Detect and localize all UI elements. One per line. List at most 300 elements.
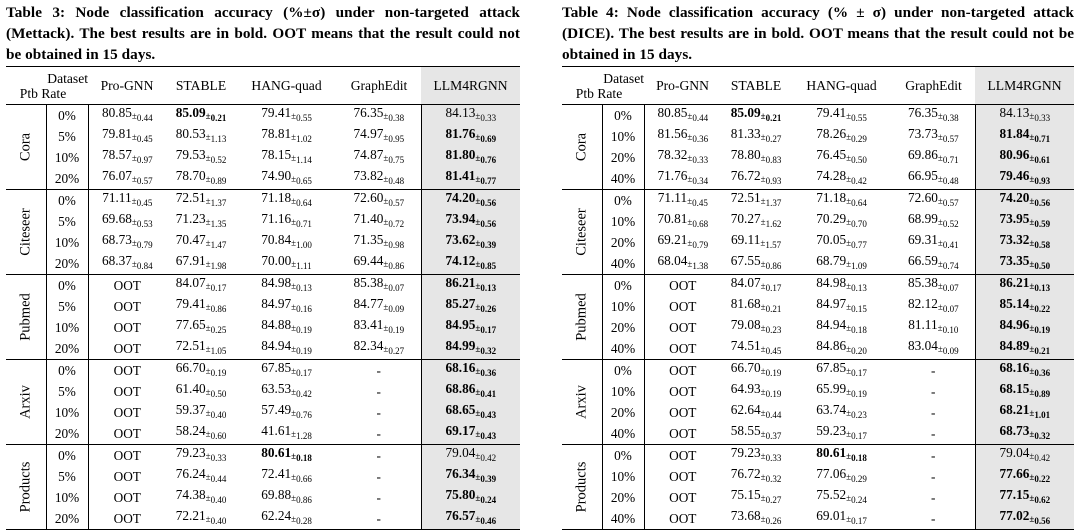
std-wrapper: ±0.45 (687, 196, 708, 208)
std-wrapper: ±0.19 (205, 366, 227, 378)
result-std: 0.36 (1034, 368, 1051, 378)
result-value: - (376, 511, 381, 526)
result-cell (421, 147, 520, 168)
result-value: $68.73_{\pm_{0.79}}$ (101, 232, 153, 250)
result-value: $72.51_{\pm_{1.05}}$ (175, 338, 227, 356)
std-wrapper: ±0.33 (475, 111, 497, 123)
std-wrapper: ±0.66 (291, 472, 312, 484)
result-std: 0.64 (851, 198, 867, 208)
result-cell (166, 508, 236, 530)
result-cell (421, 126, 520, 147)
result-value: $79.46_{\pm_{0.93}}$ (999, 168, 1051, 186)
ptb-rate-cell: 20% (602, 232, 644, 253)
result-cell (421, 296, 520, 317)
result-cell (166, 466, 236, 487)
dataset-label: Arxiv (17, 385, 34, 419)
result-std: 0.18 (296, 453, 312, 463)
std-wrapper: ±0.42 (291, 387, 312, 399)
result-cell (421, 275, 520, 297)
column-header: Pro-GNN (656, 77, 709, 93)
table-row (562, 168, 1074, 190)
result-cell (236, 381, 337, 402)
std-wrapper: ±0.70 (846, 217, 867, 229)
result-value: $85.09_{\pm_{0.21}}$ (175, 105, 227, 123)
result-cell (421, 487, 520, 508)
result-std: 0.13 (851, 283, 867, 293)
result-cell (236, 232, 337, 253)
table-row (562, 147, 1074, 168)
result-value: $68.16_{\pm_{0.36}}$ (445, 360, 497, 378)
ptb-rate-cell: 0% (602, 445, 644, 467)
result-cell (791, 402, 892, 423)
column-header: HANG-quad (806, 77, 877, 93)
result-std: 0.70 (851, 219, 867, 229)
std-wrapper: ±0.65 (291, 174, 312, 186)
result-cell (88, 423, 166, 445)
result-std: 0.79 (692, 240, 709, 250)
result-cell (975, 190, 1074, 212)
result-std: 0.17 (851, 516, 867, 526)
result-value: $69.86_{\pm_{0.71}}$ (907, 147, 959, 165)
ptb-rate-cell: 20% (46, 508, 88, 530)
ptb-rate-cell: 5% (46, 211, 88, 232)
ptb-rate-cell: 40% (602, 508, 644, 530)
result-value: $67.85_{\pm_{0.17}}$ (816, 360, 867, 378)
result-value: $85.27_{\pm_{0.26}}$ (445, 296, 497, 314)
std-wrapper: ±0.40 (205, 493, 227, 505)
result-cell (421, 211, 520, 232)
result-value: $79.04_{\pm_{0.42}}$ (445, 445, 497, 463)
ptb-rate-cell: 10% (46, 232, 88, 253)
result-std: 0.40 (210, 410, 227, 420)
result-value: $81.41_{\pm_{0.77}}$ (445, 168, 497, 186)
result-value: $84.97_{\pm_{0.16}}$ (261, 296, 312, 314)
result-value: $79.41_{\pm_{0.55}}$ (816, 105, 867, 123)
result-cell (337, 211, 421, 232)
dataset-label: Cora (17, 132, 34, 162)
result-cell (791, 296, 892, 317)
std-wrapper: ±0.71 (1029, 132, 1051, 144)
result-std: 0.41 (942, 240, 959, 250)
ptb-rate-cell: 5% (46, 381, 88, 402)
result-std: 0.19 (765, 368, 782, 378)
result-cell (644, 423, 721, 445)
std-wrapper: ±0.60 (205, 429, 227, 441)
ptb-rate-cell: 5% (46, 126, 88, 147)
result-value: $74.20_{\pm_{0.56}}$ (999, 190, 1051, 208)
result-cell (236, 275, 337, 297)
result-cell (791, 338, 892, 360)
result-cell (421, 402, 520, 423)
std-wrapper: ±0.36 (687, 132, 709, 144)
header-corner (6, 67, 88, 105)
std-wrapper: ±0.18 (846, 451, 867, 463)
ptb-rate-cell: 40% (602, 168, 644, 190)
result-value: $84.86_{\pm_{0.20}}$ (816, 338, 867, 356)
result-cell (975, 381, 1074, 402)
result-std: 0.19 (1034, 325, 1051, 335)
std-wrapper: ±0.26 (760, 514, 782, 526)
result-std: 1.05 (210, 346, 227, 356)
std-wrapper: ±0.42 (1029, 451, 1051, 463)
ptb-rate-cell: 20% (602, 147, 644, 168)
result-value: $84.89_{\pm_{0.21}}$ (999, 338, 1051, 356)
result-std: 0.89 (1034, 389, 1051, 399)
result-cell (236, 147, 337, 168)
std-wrapper: ±0.07 (383, 281, 405, 293)
std-wrapper: ±0.45 (131, 196, 153, 208)
result-value: $83.04_{\pm_{0.09}}$ (907, 338, 959, 356)
std-wrapper: ±0.50 (1029, 259, 1051, 271)
result-value: $84.07_{\pm_{0.17}}$ (730, 275, 782, 293)
result-value: $66.70_{\pm_{0.19}}$ (730, 360, 782, 378)
result-cell (892, 487, 975, 508)
result-cell (975, 317, 1074, 338)
ptb-rate-cell: 0% (46, 190, 88, 212)
table-row (6, 317, 520, 338)
result-value: $80.96_{\pm_{0.61}}$ (999, 147, 1051, 165)
header-ptb-rate: Ptb Rate (19, 85, 67, 101)
result-cell (421, 338, 520, 360)
result-value: - (931, 384, 936, 399)
result-std: 0.77 (480, 176, 497, 186)
std-wrapper: ±0.10 (937, 323, 959, 335)
result-value: $73.82_{\pm_{0.48}}$ (353, 168, 405, 186)
result-value: $74.51_{\pm_{0.45}}$ (730, 338, 782, 356)
result-value: $70.47_{\pm_{1.47}}$ (175, 232, 227, 250)
result-cell (721, 338, 791, 360)
dataset-label: Pubmed (17, 293, 34, 341)
result-cell (421, 466, 520, 487)
std-wrapper: ±0.48 (937, 174, 959, 186)
result-cell (644, 508, 721, 530)
result-std: 0.45 (136, 134, 153, 144)
result-cell (337, 190, 421, 212)
result-std: 0.32 (480, 346, 497, 356)
result-std: 0.09 (942, 346, 959, 356)
std-wrapper: ±0.41 (937, 238, 959, 250)
dataset-label: Products (17, 461, 34, 513)
result-cell (644, 253, 721, 275)
table-caption: Table 4: Node classification accuracy (% ± σ) under non-targeted attack (DICE). The best results are in bold. OOT means that the result could not be obtained in 15 days. (562, 4, 1074, 63)
std-wrapper: ±0.43 (475, 408, 497, 420)
result-value: OOT (113, 511, 141, 526)
result-value: - (931, 469, 936, 484)
result-cell (337, 360, 421, 382)
column-header: GraphEdit (905, 77, 962, 93)
std-wrapper: ±0.55 (291, 111, 312, 123)
result-value: $78.70_{\pm_{0.89}}$ (175, 168, 227, 186)
std-wrapper: ±0.16 (291, 302, 312, 314)
result-cell (721, 168, 791, 190)
result-cell (166, 402, 236, 423)
result-std: 0.83 (765, 155, 782, 165)
result-std: 1.47 (210, 240, 227, 250)
result-cell (337, 168, 421, 190)
table-row (562, 360, 1074, 382)
result-value: $68.16_{\pm_{0.36}}$ (999, 360, 1051, 378)
column-header: STABLE (730, 77, 782, 93)
std-wrapper: ±0.21 (760, 111, 782, 123)
result-cell (88, 126, 166, 147)
result-cell (644, 232, 721, 253)
result-cell (337, 296, 421, 317)
result-std: 0.61 (1034, 155, 1051, 165)
std-wrapper: ±0.97 (131, 153, 153, 165)
result-cell (166, 296, 236, 317)
ptb-rate-cell: 40% (602, 423, 644, 445)
std-wrapper: ±0.19 (846, 387, 867, 399)
result-value: $82.34_{\pm_{0.27}}$ (353, 338, 405, 356)
dataset-label: Cora (573, 132, 590, 162)
result-cell (892, 402, 975, 423)
std-wrapper: ±0.17 (760, 281, 782, 293)
std-wrapper: ±0.79 (131, 238, 153, 250)
result-value: OOT (113, 469, 141, 484)
result-value: $81.56_{\pm_{0.36}}$ (657, 126, 709, 144)
table-row (562, 423, 1074, 445)
result-cell (236, 317, 337, 338)
dataset-cell (6, 445, 46, 530)
result-cell (892, 360, 975, 382)
result-value: $77.02_{\pm_{0.56}}$ (999, 508, 1051, 526)
result-cell (166, 105, 236, 127)
result-std: 0.59 (1034, 219, 1051, 229)
result-cell (791, 253, 892, 275)
result-cell (88, 317, 166, 338)
result-value: $84.77_{\pm_{0.09}}$ (353, 296, 405, 314)
table-row (562, 253, 1074, 275)
result-cell (791, 211, 892, 232)
result-cell (644, 168, 721, 190)
result-std: 0.45 (136, 198, 153, 208)
dataset-label: Citeseer (573, 208, 590, 256)
result-value: $71.18_{\pm_{0.64}}$ (261, 190, 312, 208)
std-wrapper: ±0.29 (846, 472, 867, 484)
result-std: 0.22 (1034, 304, 1051, 314)
result-cell (421, 168, 520, 190)
result-std: 0.56 (1034, 198, 1051, 208)
result-value: $81.11_{\pm_{0.10}}$ (908, 317, 959, 335)
result-value: $65.99_{\pm_{0.19}}$ (816, 381, 867, 399)
std-wrapper: ±0.24 (846, 493, 867, 505)
result-cell (421, 381, 520, 402)
result-cell (721, 466, 791, 487)
result-value: $75.52_{\pm_{0.24}}$ (816, 487, 867, 505)
result-std: 0.21 (1034, 346, 1051, 356)
std-wrapper: ±0.86 (291, 493, 312, 505)
result-cell (791, 423, 892, 445)
result-std: 0.19 (851, 389, 867, 399)
std-wrapper: ±0.95 (383, 132, 405, 144)
result-cell (975, 105, 1074, 127)
ptb-rate-cell: 10% (602, 381, 644, 402)
std-wrapper: ±1.57 (760, 238, 782, 250)
result-std: 0.55 (296, 113, 312, 123)
result-cell (88, 211, 166, 232)
result-value: OOT (113, 299, 141, 314)
result-std: 1.37 (210, 198, 227, 208)
result-value: $69.11_{\pm_{1.57}}$ (730, 232, 782, 250)
result-std: 0.27 (388, 346, 405, 356)
result-value: $67.91_{\pm_{1.98}}$ (175, 253, 227, 271)
std-wrapper: ±0.76 (291, 408, 312, 420)
result-cell (721, 105, 791, 127)
result-value: OOT (669, 341, 697, 356)
std-wrapper: ±0.23 (846, 408, 867, 420)
result-value: $76.07_{\pm_{0.57}}$ (101, 168, 153, 186)
ptb-rate-cell: 10% (602, 296, 644, 317)
result-std: 0.57 (136, 176, 153, 186)
result-value: $85.09_{\pm_{0.21}}$ (730, 105, 782, 123)
result-cell (644, 105, 721, 127)
table-row (6, 190, 520, 212)
std-wrapper: ±0.07 (937, 302, 959, 314)
result-std: 0.21 (210, 113, 227, 123)
result-cell (892, 253, 975, 275)
result-value: $73.95_{\pm_{0.59}}$ (999, 211, 1051, 229)
result-std: 0.44 (692, 113, 709, 123)
result-std: 0.13 (480, 283, 497, 293)
result-value: - (376, 448, 381, 463)
result-std: 0.33 (210, 453, 227, 463)
result-std: 1.14 (296, 155, 312, 165)
result-cell (892, 211, 975, 232)
result-value: $81.33_{\pm_{0.27}}$ (730, 126, 782, 144)
ptb-rate-cell: 0% (602, 190, 644, 212)
std-wrapper: ±1.09 (846, 259, 867, 271)
result-value: $73.94_{\pm_{0.56}}$ (445, 211, 497, 229)
result-std: 1.00 (296, 240, 312, 250)
result-value: OOT (113, 363, 141, 378)
result-value: - (931, 490, 936, 505)
table-caption: Table 3: Node classification accuracy (%±σ) under non-targeted attack (Mettack). The best results are in bold. OOT means that the result could not be obtained in 15 days. (6, 4, 520, 63)
std-wrapper: ±0.22 (1029, 472, 1051, 484)
ptb-rate-cell: 5% (46, 466, 88, 487)
result-value: $69.21_{\pm_{0.79}}$ (657, 232, 709, 250)
std-wrapper: ±0.17 (291, 366, 312, 378)
std-wrapper: ±0.58 (1029, 238, 1051, 250)
result-std: 0.55 (851, 113, 867, 123)
result-cell (166, 487, 236, 508)
result-std: 0.44 (210, 474, 227, 484)
result-value: $66.59_{\pm_{0.74}}$ (907, 253, 959, 271)
result-std: 0.17 (851, 368, 867, 378)
result-value: $69.88_{\pm_{0.86}}$ (261, 487, 312, 505)
std-wrapper: ±0.72 (383, 217, 405, 229)
result-cell (721, 423, 791, 445)
result-std: 0.18 (851, 453, 867, 463)
std-wrapper: ±0.56 (1029, 514, 1051, 526)
table-row (562, 381, 1074, 402)
result-value: $68.73_{\pm_{0.32}}$ (999, 423, 1051, 441)
result-value: $72.21_{\pm_{0.40}}$ (175, 508, 227, 526)
result-cell (975, 360, 1074, 382)
result-cell (791, 190, 892, 212)
result-value: - (376, 363, 381, 378)
result-cell (421, 190, 520, 212)
std-wrapper: ±0.77 (475, 174, 497, 186)
result-cell (975, 466, 1074, 487)
result-cell (892, 168, 975, 190)
std-wrapper: ±0.13 (475, 281, 497, 293)
std-wrapper: ±0.33 (205, 451, 227, 463)
header-ptb-rate: Ptb Rate (575, 85, 623, 101)
result-std: 0.18 (851, 325, 867, 335)
result-cell (236, 423, 337, 445)
result-value: $74.97_{\pm_{0.95}}$ (353, 126, 405, 144)
result-value: OOT (113, 341, 141, 356)
result-std: 1.37 (765, 198, 782, 208)
result-value: OOT (113, 490, 141, 505)
result-cell (421, 253, 520, 275)
result-std: 0.43 (480, 431, 497, 441)
result-cell (421, 317, 520, 338)
result-std: 0.07 (942, 283, 959, 293)
std-wrapper: ±0.62 (1029, 493, 1051, 505)
result-std: 0.33 (692, 155, 709, 165)
std-wrapper: ±0.71 (291, 217, 312, 229)
result-value: $73.73_{\pm_{0.57}}$ (907, 126, 959, 144)
result-value: $41.61_{\pm_{1.28}}$ (261, 423, 312, 441)
result-value: $81.80_{\pm_{0.76}}$ (445, 147, 497, 165)
column-header: STABLE (175, 77, 227, 93)
result-std: 0.53 (136, 219, 153, 229)
result-value: $81.76_{\pm_{0.69}}$ (445, 126, 497, 144)
std-wrapper: ±0.56 (1029, 196, 1051, 208)
std-wrapper: ±1.14 (291, 153, 312, 165)
result-cell (975, 275, 1074, 297)
result-cell (236, 296, 337, 317)
result-std: 0.24 (851, 495, 867, 505)
result-value: - (376, 490, 381, 505)
table-row (562, 211, 1074, 232)
std-wrapper: ±0.69 (475, 132, 497, 144)
result-std: 0.89 (210, 176, 227, 186)
result-std: 0.57 (388, 198, 405, 208)
result-cell (644, 338, 721, 360)
result-cell (236, 466, 337, 487)
result-value: $72.60_{\pm_{0.57}}$ (907, 190, 959, 208)
result-cell (166, 445, 236, 467)
result-std: 0.40 (210, 495, 227, 505)
ptb-rate-cell: 20% (46, 423, 88, 445)
table-row (6, 423, 520, 445)
dataset-label: Citeseer (17, 208, 34, 256)
result-std: 0.93 (1034, 176, 1051, 186)
dataset-cell (562, 360, 602, 445)
result-std: 0.56 (480, 219, 497, 229)
result-value: $84.98_{\pm_{0.13}}$ (816, 275, 867, 293)
result-std: 0.52 (942, 219, 959, 229)
result-cell (975, 423, 1074, 445)
result-value: $77.65_{\pm_{0.25}}$ (175, 317, 227, 335)
result-value: $77.06_{\pm_{0.29}}$ (816, 466, 867, 484)
result-std: 0.22 (1034, 474, 1051, 484)
result-std: 0.75 (388, 155, 405, 165)
std-wrapper: ±0.09 (383, 302, 405, 314)
result-std: 0.32 (765, 474, 782, 484)
result-cell (721, 253, 791, 275)
header-row (562, 67, 1074, 105)
result-std: 0.97 (136, 155, 153, 165)
result-value: $81.84_{\pm_{0.71}}$ (999, 126, 1051, 144)
std-wrapper: ±0.34 (687, 174, 709, 186)
result-std: 0.57 (942, 198, 959, 208)
column-header: GraphEdit (350, 77, 408, 93)
ptb-rate-cell: 20% (602, 317, 644, 338)
std-wrapper: ±0.86 (205, 302, 227, 314)
